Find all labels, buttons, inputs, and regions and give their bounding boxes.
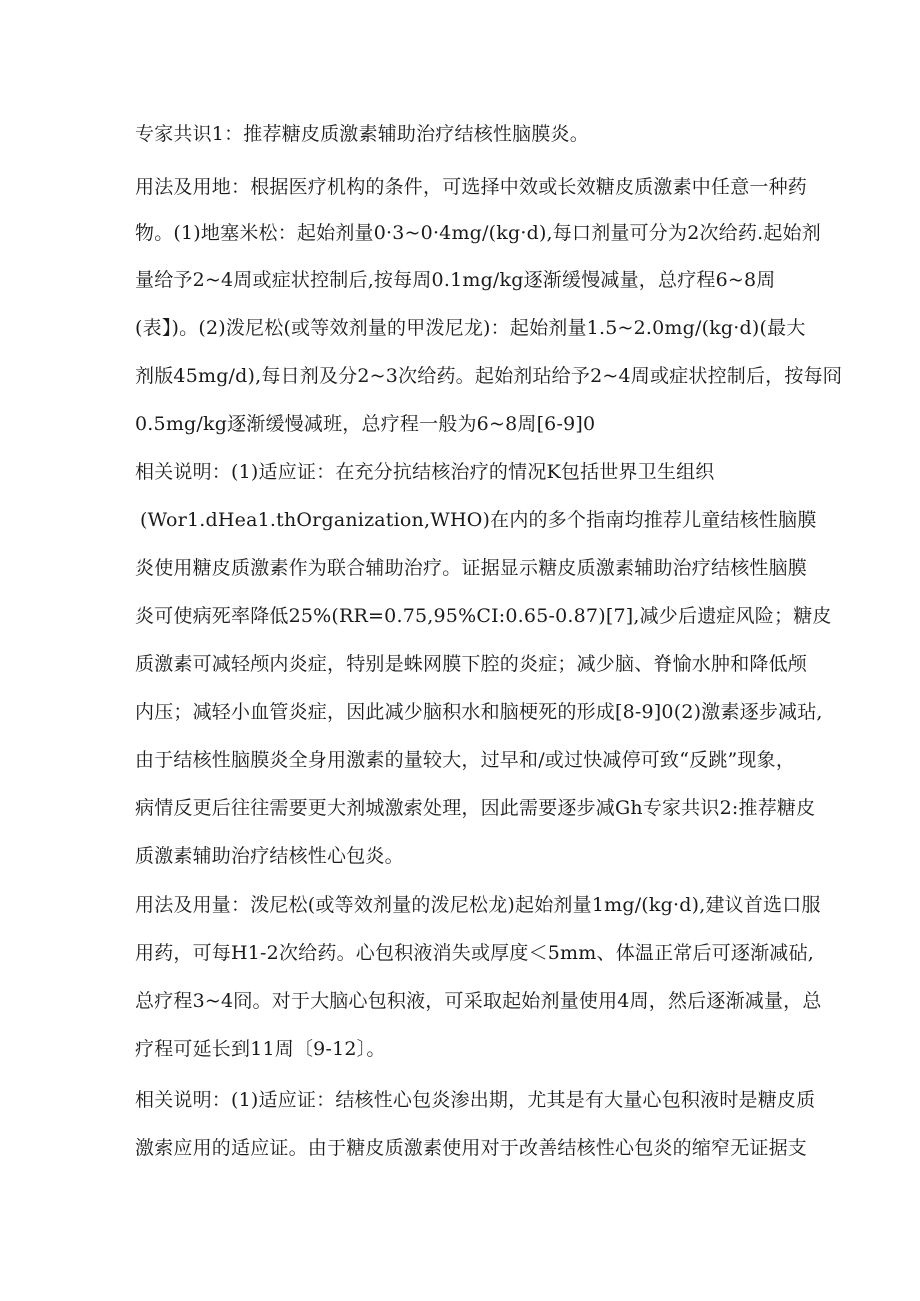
paragraph-line: 用法及用量：泼尼松(或等效剂量的泼尼松龙)起始剂量1mg/(kg·d),建议首选口服 (135, 894, 821, 916)
consensus-1-heading: 专家共识1：推荐糖皮质激素辅助治疗结核性脑膜炎。 (135, 123, 589, 145)
paragraph-line: 量给予2~4周或症状控制后,按每周0.1mg/kg逐渐缓慢减量，总疗程6~8周 (135, 269, 776, 291)
paragraph-line: 用法及用地：根据医疗机构的条件，可选择中效或长效糖皮质激素中任意一种药 (135, 176, 808, 198)
paragraph-line: 物。(1)地塞米松：起始剂量0·3~0·4mg/(kg·d),每口剂量可分为2次给药.起始剂 (135, 222, 821, 244)
paragraph-line: (Wor1.dHea1.thOrganization,WHO)在内的多个指南均推荐儿童结核性脑膜 (140, 509, 817, 531)
paragraph-line: 由于结核性脑膜炎全身用激素的量较大，过早和/或过快减停可致“反跳”现象， (135, 749, 796, 771)
paragraph-line: 0.5mg/kg逐渐缓慢减班，总疗程一般为6~8周[6-9]0 (135, 413, 596, 435)
paragraph-line: 病情反更后往往需要更大剂城激索处理，因此需要逐步减Gh专家共识2:推荐糖皮 (135, 797, 816, 819)
paragraph-line: 质激素可减轻颅内炎症，特别是蛛网膜下腔的炎症；减少脑、脊愉水肿和降低颅 (135, 653, 808, 675)
paragraph-line: 质激素辅助治疗结核性心包炎。 (135, 845, 404, 867)
paragraph-line: (表】)。(2)泼尼松(或等效剂量的甲泼尼龙)：起始剂量1.5~2.0mg/(kg·d)(最大 (135, 317, 806, 339)
paragraph-line: 激索应用的适应证。由于糖皮质激素使用对于改善结核性心包炎的缩窄无证据支 (135, 1137, 808, 1159)
paragraph-line: 总疗程3~4冏。对于大脑心包积液，可采取起始剂量使用4周，然后逐渐减量，总 (135, 990, 822, 1012)
paragraph-line: 疗程可延长到11周〔9-12〕。 (135, 1038, 386, 1060)
paragraph-line: 用药，可每H1-2次给药。心包积液消失或厚度＜5mm、体温正常后可逐渐减砧, (135, 942, 814, 964)
paragraph-line: 内压；减轻小血管炎症，因此减少脑积水和脑梗死的形成[8-9]0(2)激素逐步减玷, (135, 701, 823, 723)
paragraph-line: 相关说明：(1)适应证：在充分抗结核治疗的情况K包括世界卫生组织 (135, 461, 715, 483)
paragraph-line: 相关说明：(1)适应证：结核性心包炎渗出期，尤其是有大量心包积液时是糖皮质 (135, 1089, 816, 1111)
paragraph-line: 炎可使病死率降低25%(RR=0.75,95%CI:0.65-0.87)[7],减少后遗症风险；糖皮 (135, 605, 832, 627)
paragraph-line: 炎使用糖皮质激素作为联合辅助治疗。证据显示糖皮质激素辅助治疗结核性脑膜 (135, 557, 808, 579)
paragraph-line: 剂版45mg/d),每日剂及分2~3次给药。起始剂玷给予2~4周或症状控制后，按每冏 (135, 365, 842, 387)
